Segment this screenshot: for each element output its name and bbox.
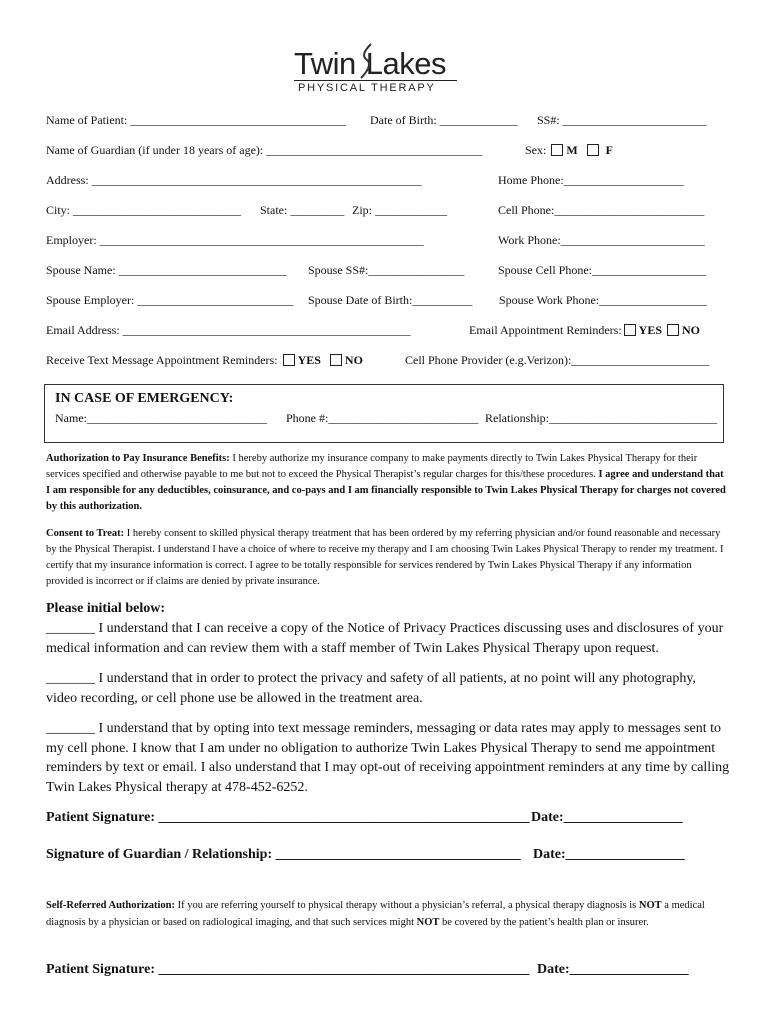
- patient-signature-2-field[interactable]: Patient Signature: _____________________________________________________: [46, 962, 530, 977]
- email-no-checkbox[interactable]: [667, 324, 679, 336]
- sex-m-label: M: [566, 143, 578, 157]
- emergency-name-field[interactable]: Name:______________________________: [55, 411, 267, 425]
- state-field[interactable]: State: _________: [260, 203, 345, 217]
- authorization-label: Authorization to Pay Insurance Benefits:: [46, 453, 230, 464]
- home-phone-field[interactable]: Home Phone:____________________: [498, 173, 684, 187]
- logo-twin: Twin: [294, 46, 356, 81]
- sex-m-checkbox[interactable]: [551, 144, 563, 156]
- self-referred-text3: be covered by the patient’s health plan or insurer.: [439, 917, 649, 928]
- initial-item-text-reminders: _______ I understand that by opting into text message reminders, messaging or data rates may apply to messages sent to my cell phone. I know that I am under no obligation to authorize Twin Lakes Physical Therapy to send me appointment reminders by text or email. I also understand that I may opt-out of receiving appointment reminders at any time by calling Twin Lakes Physical therapy at 478-452-6252.: [46, 721, 730, 795]
- text-yes-checkbox[interactable]: [283, 354, 295, 366]
- work-phone-field[interactable]: Work Phone:________________________: [498, 233, 705, 247]
- self-referred-paragraph: [46, 897, 730, 931]
- sex-label: Sex:: [525, 143, 547, 157]
- authorization-text: I hereby authorize my insurance company to make payments directly to Twin Lakes Physical Therapy for their services specified and otherwise payable to me but not to exceed the Physical Therapist’s regular charges for this/these procedures.: [46, 453, 698, 480]
- authorization-bold-text: I agree and understand that I am responsible for any deductibles, coinsurance, and co-pays and I am financially responsible to Twin Lakes Physical Therapy for charges not covered by this authorization.: [46, 469, 726, 512]
- guardian-field[interactable]: Name of Guardian (if under 18 years of age): ____________________________________: [46, 143, 483, 157]
- authorization-paragraph: [46, 451, 728, 515]
- spouse-ss-field[interactable]: Spouse SS#:________________: [308, 263, 465, 277]
- sex-f-label: F: [605, 143, 614, 157]
- dob-field[interactable]: Date of Birth: _____________: [370, 113, 518, 127]
- emergency-title: IN CASE OF EMERGENCY:: [55, 391, 234, 406]
- spouse-work-field[interactable]: Spouse Work Phone:__________________: [499, 293, 708, 307]
- text-no-label: NO: [344, 353, 363, 367]
- self-referred-label: Self-Referred Authorization:: [46, 900, 175, 911]
- address-field[interactable]: Address: _______________________________________________________: [46, 173, 422, 187]
- employer-field[interactable]: Employer: ______________________________________________________: [46, 233, 424, 247]
- spouse-name-field[interactable]: Spouse Name: ____________________________: [46, 263, 287, 277]
- email-no-label: NO: [682, 323, 700, 337]
- emergency-box: [44, 384, 724, 443]
- spouse-cell-field[interactable]: Spouse Cell Phone:___________________: [498, 263, 707, 277]
- sex-f-checkbox[interactable]: [587, 144, 599, 156]
- text-reminders-label: Receive Text Message Appointment Reminders:: [46, 353, 278, 367]
- email-yes-label: YES: [638, 323, 662, 337]
- emergency-phone-field[interactable]: Phone #:_________________________: [286, 411, 479, 425]
- text-no-checkbox[interactable]: [330, 354, 342, 366]
- initial-item-photography: _______ I understand that in order to protect the privacy and safety of all patients, at no point will any photography, video recording, or cell phone use be allowed in the treatment area.: [46, 671, 696, 706]
- logo-swoosh-icon: [357, 42, 377, 80]
- patient-signature-date[interactable]: Date:_________________: [531, 810, 683, 825]
- spouse-employer-field[interactable]: Spouse Employer: __________________________: [46, 293, 294, 307]
- sex-field: [525, 143, 613, 158]
- email-field[interactable]: Email Address: ________________________________________________: [46, 323, 411, 337]
- spouse-dob-field[interactable]: Spouse Date of Birth:__________: [308, 293, 473, 307]
- self-referred-text2: a medical diagnosis by a physician or based on radiological imaging, and that such services might: [46, 900, 705, 928]
- guardian-signature-field[interactable]: Signature of Guardian / Relationship: ___________________________________: [46, 847, 521, 862]
- zip-field[interactable]: Zip: ____________: [352, 203, 447, 217]
- consent-label: Consent to Treat:: [46, 528, 125, 539]
- patient-signature-2-date[interactable]: Date:_________________: [537, 962, 689, 977]
- self-referred-text1: If you are referring yourself to physical therapy without a physician’s referral, a physical therapy diagnosis is: [174, 900, 639, 911]
- self-referred-not2: NOT: [416, 917, 440, 928]
- logo: [294, 42, 459, 96]
- text-reminders: [46, 353, 363, 368]
- logo-lakes: Lakes: [365, 46, 446, 81]
- emergency-relationship-field[interactable]: Relationship:____________________________: [485, 411, 717, 425]
- patient-name-field[interactable]: Name of Patient: ____________________________________: [46, 113, 347, 127]
- ss-field[interactable]: SS#: ________________________: [537, 113, 707, 127]
- cell-provider-field[interactable]: Cell Phone Provider (e.g.Verizon):_______________________: [405, 353, 710, 367]
- logo-subtitle: PHYSICAL THERAPY: [298, 82, 436, 94]
- patient-signature-field[interactable]: Patient Signature: _____________________________________________________: [46, 810, 530, 825]
- consent-text: I hereby consent to skilled physical therapy treatment that has been ordered by my referring physician and/or found reasonable and necessary by the Physical Therapist. I understand I have a choice of where to receive my therapy and I am choosing Twin Lakes Physical Therapy to render my treatment. I certify that my insurance information is correct. I agree to be totally responsible for services rendered by Twin Lakes Physical Therapy if any information provided is incorrect or if claims are denied by private insurance.: [46, 528, 724, 587]
- email-yes-checkbox[interactable]: [624, 324, 636, 336]
- initial-item-privacy: _______ I understand that I can receive a copy of the Notice of Privacy Practices discussing uses and disclosures of your medical information and can review them with a staff member of Twin Lakes Physical Therapy upon request.: [46, 621, 724, 656]
- consent-paragraph: [46, 526, 728, 590]
- city-field[interactable]: City: ____________________________: [46, 203, 242, 217]
- self-referred-not1: NOT: [638, 900, 662, 911]
- text-yes-label: YES: [297, 353, 321, 367]
- initials-heading: Please initial below:: [46, 601, 165, 616]
- guardian-signature-date[interactable]: Date:_________________: [533, 847, 685, 862]
- email-reminders-label: Email Appointment Reminders:: [469, 323, 622, 337]
- cell-phone-field[interactable]: Cell Phone:_________________________: [498, 203, 705, 217]
- email-reminders: [469, 323, 700, 338]
